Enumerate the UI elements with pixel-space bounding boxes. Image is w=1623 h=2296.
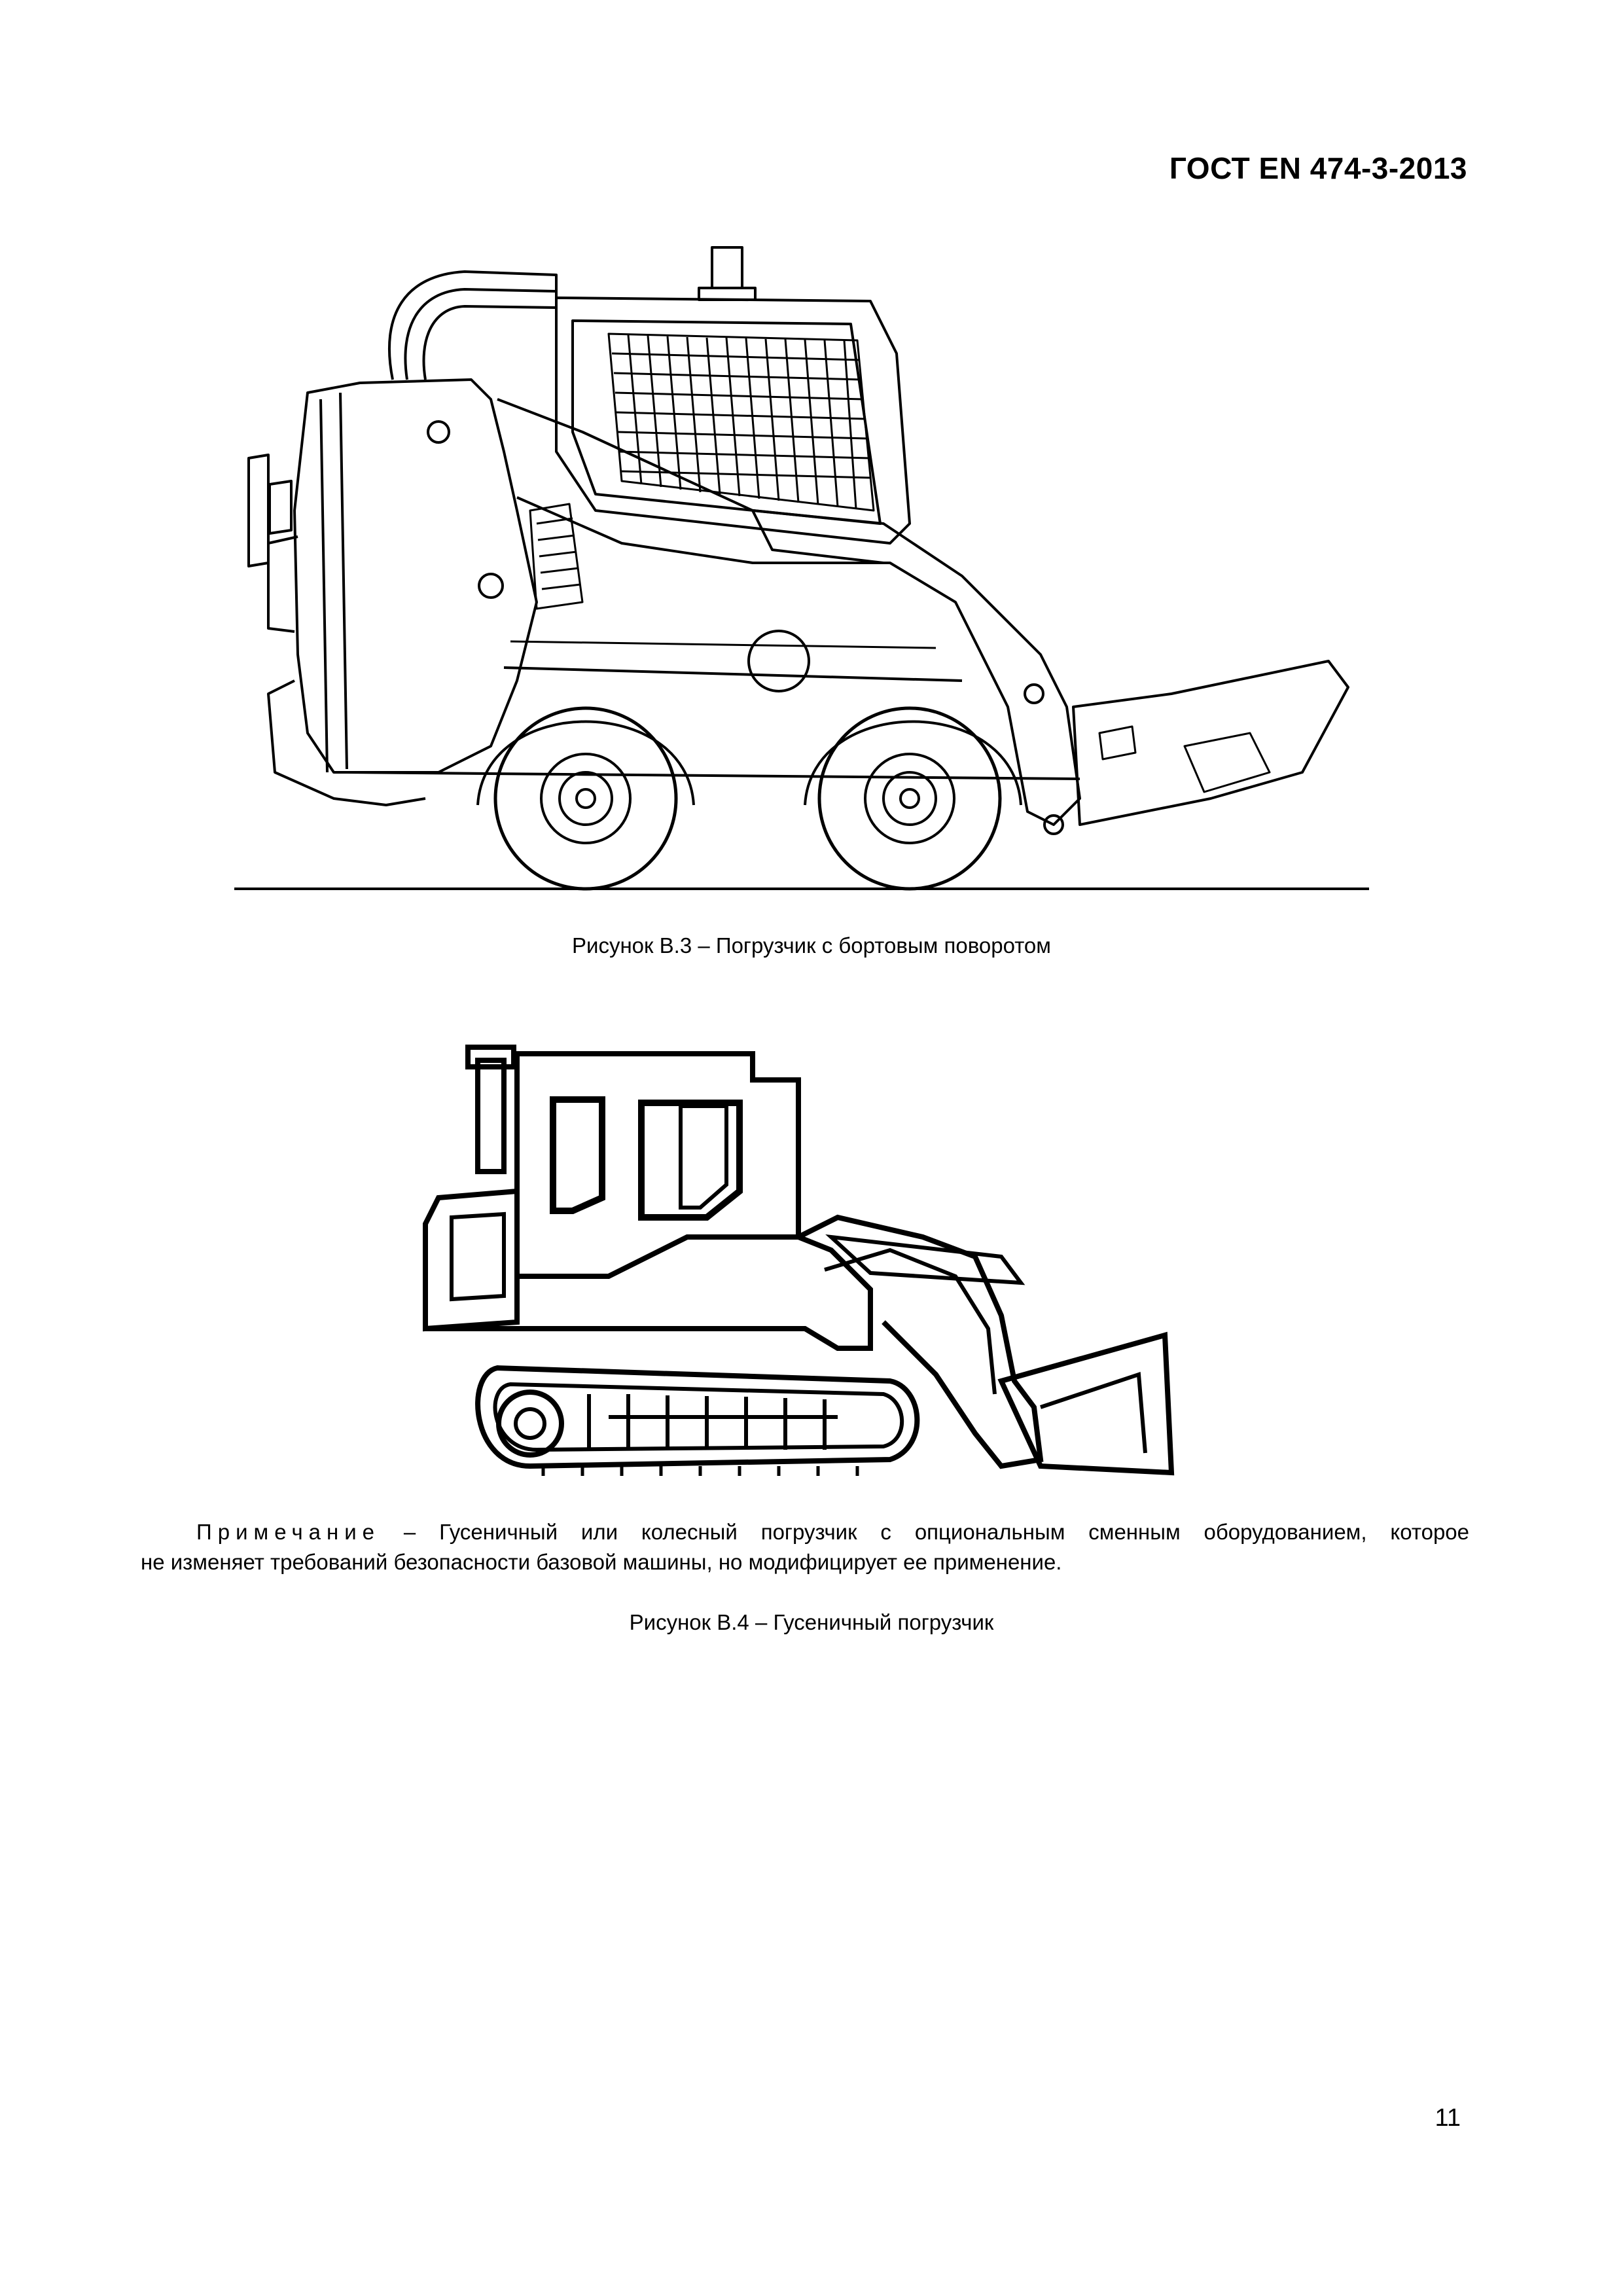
note-label: Примечание <box>196 1520 381 1544</box>
figure-b3-skid-steer-drawing <box>229 236 1381 903</box>
figure-b3-caption: Рисунок В.3 – Погрузчик с бортовым поворотом <box>572 933 1051 958</box>
figure-b4-crawler-loader-drawing <box>412 1041 1185 1499</box>
note-text-1: – Гусеничный или колесный погрузчик с опциональным сменным оборудованием, которое <box>380 1520 1469 1544</box>
page-number: 11 <box>1435 2104 1461 2132</box>
figure-b4-note <box>141 1517 1469 1577</box>
note-line-1 <box>141 1517 1469 1547</box>
figure-b4-caption: Рисунок В.4 – Гусеничный погрузчик <box>629 1610 994 1634</box>
document-code: ГОСТ EN 474-3-2013 <box>1169 151 1467 185</box>
note-line-2: не изменяет требований безопасности базовой машины, но модифицирует ее применение. <box>141 1550 1062 1574</box>
